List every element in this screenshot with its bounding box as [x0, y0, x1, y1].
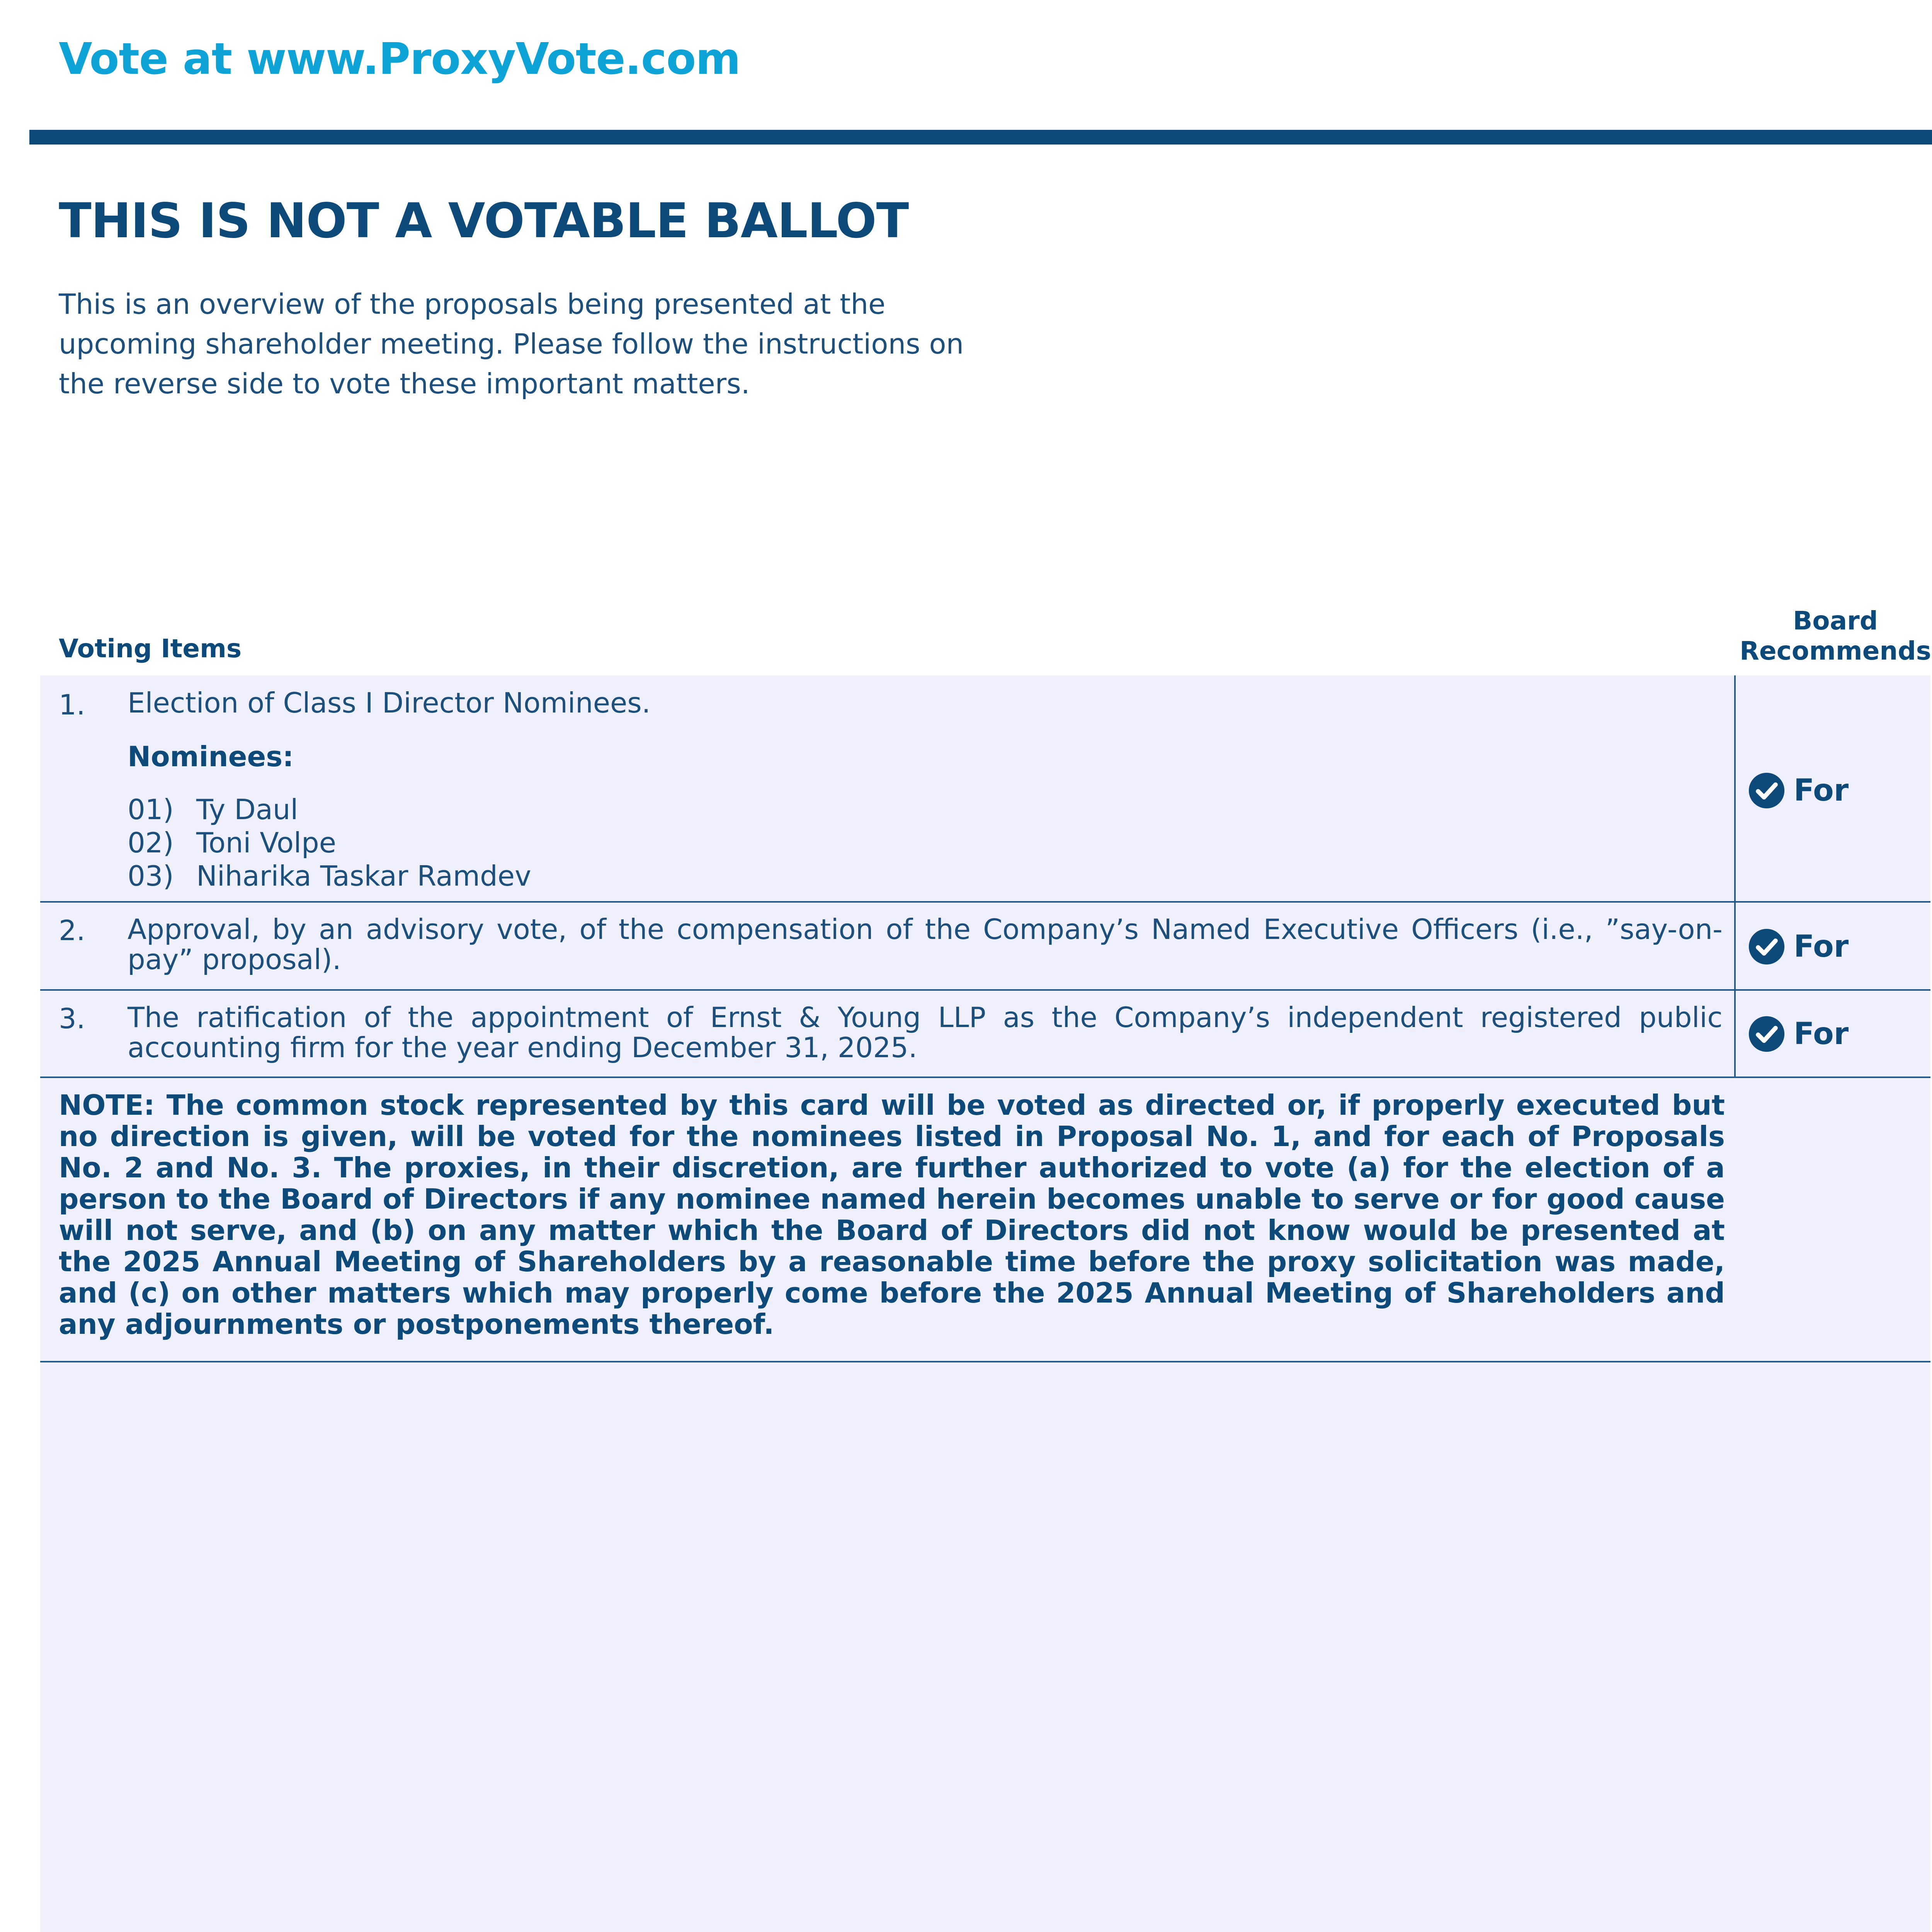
intro-paragraph: This is an overview of the proposals being presented at the upcoming shareholder meeting. Please follow the instructions on the reverse side to vote these important matters.: [59, 288, 964, 400]
check-circle-icon: [1748, 772, 1785, 809]
nominee-list: [128, 793, 531, 893]
recommendation-label: For: [1794, 1017, 1849, 1051]
item-1-text: Election of Class I Director Nominees.: [128, 687, 651, 719]
item-3-recommendation: [1748, 1015, 1849, 1053]
proxyvote-header-link[interactable]: Vote at www.ProxyVote.com: [59, 34, 740, 84]
recommendation-column-divider: [1734, 675, 1736, 1078]
item-1-recommendation: [1748, 771, 1849, 810]
item-number: 3.: [59, 1002, 85, 1035]
board-recommends-header: [1735, 606, 1932, 666]
nominee-name: Toni Volpe: [196, 827, 337, 859]
recommendation-label: For: [1794, 773, 1849, 808]
item-3-text: The ratification of the appointment of Ernst & Young LLP as the Company’s independent registered public accounting firm for the year ending December 31, 2025.: [128, 1001, 1723, 1064]
table-row: [59, 689, 85, 721]
note-bottom-divider: [40, 1361, 1930, 1362]
row-divider: [40, 901, 1930, 903]
row-divider: [40, 1077, 1930, 1078]
list-item: [128, 826, 531, 859]
nominee-code: 02): [128, 827, 174, 859]
item-number: 2.: [59, 914, 85, 947]
nominee-code: 03): [128, 860, 174, 892]
nominee-name: Niharika Taskar Ramdev: [196, 860, 531, 892]
header-divider: [29, 130, 1932, 145]
list-item: [128, 859, 531, 893]
nominee-name: Ty Daul: [196, 793, 298, 826]
voting-items-header: Voting Items: [59, 634, 242, 663]
nominee-code: 01): [128, 793, 174, 826]
item-number: 1.: [59, 689, 85, 721]
board-header-line1: Board: [1793, 606, 1878, 636]
check-circle-icon: [1748, 928, 1785, 965]
voting-note: NOTE: The common stock represented by this card will be voted as directed or, if properly executed but no direction is given, will be voted for the nominees listed in Proposal No. 1, and for each of Proposals No. 2 and No. 3. The proxies, in their discretion, are further authorized to vote (a) for the election of a person to the Board of Directors if any nominee named herein becomes unable to serve or for good cause will not serve, and (b) on any matter which the Board of Directors did not know would be presented at the 2025 Annual Meeting of Shareholders by a reasonable time before the proxy solicitation was made, and (c) on other matters which may properly come before the 2025 Annual Meeting of Shareholders and any adjournments or postponements thereof.: [59, 1089, 1725, 1340]
recommendation-label: For: [1794, 929, 1849, 964]
list-item: [128, 793, 531, 826]
row-divider: [40, 989, 1930, 991]
item-2-recommendation: [1748, 927, 1849, 966]
item-2-text: Approval, by an advisory vote, of the compensation of the Company’s Named Executive Officers (i.e., ”say-on-pay” proposal).: [128, 913, 1723, 976]
check-circle-icon: [1748, 1015, 1785, 1053]
page-title: THIS IS NOT A VOTABLE BALLOT: [59, 193, 909, 249]
nominees-label: Nominees:: [128, 740, 294, 773]
board-header-line2: Recommends: [1740, 636, 1931, 666]
